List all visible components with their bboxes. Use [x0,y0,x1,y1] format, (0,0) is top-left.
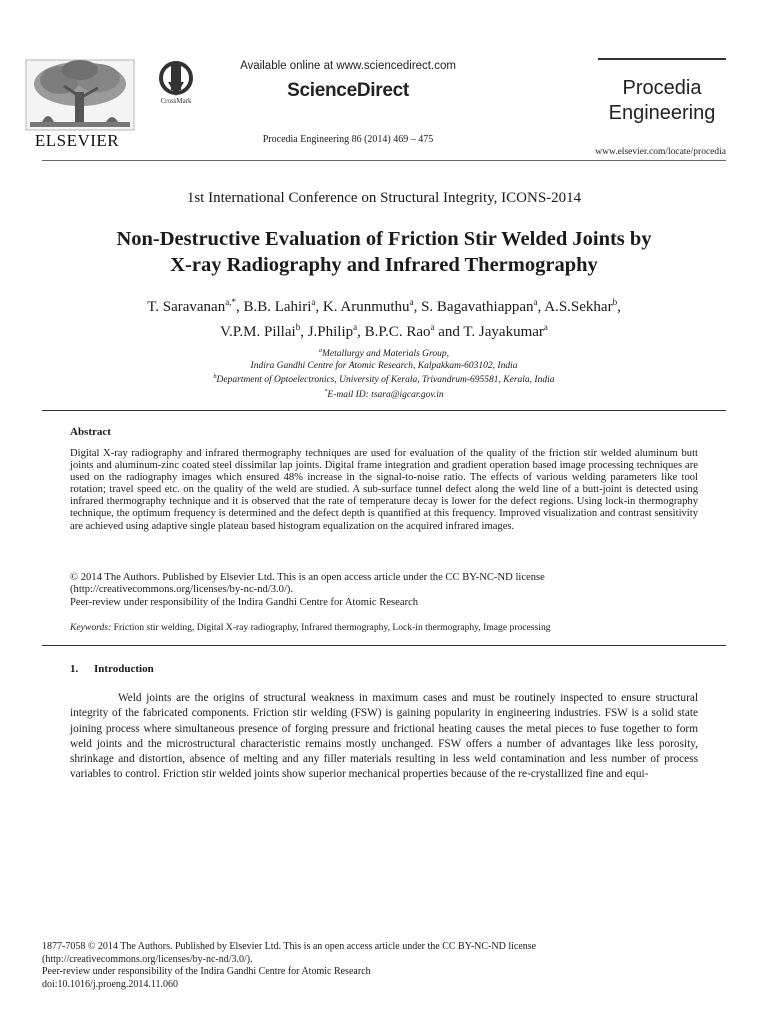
author-name: S. Bagavathiappan [421,299,534,315]
author-name: V.P.M. Pillai [220,324,296,340]
author-line-1: T. Saravanan$^{a,*}$, B.B. Lahiri$^a$, K. Arunmuthu$^a$, S. Bagavathiappan$^a$, A.S.Sekhar$^b$, [147,297,621,315]
journal-reference: Procedia Engineering 86 (2014) 469 – 475 [262,134,434,145]
license-link[interactable]: (http://creativecommons.org/licenses/by-nc-nd/3.0/). [70,584,294,596]
author-list [42,292,726,342]
title-divider [42,410,726,411]
affiliation-text: Indira Gandhi Centre for Atomic Research, Kalpakkam-603102, India [250,360,518,371]
author-affiliation-mark: a [353,322,358,332]
affiliation-mark: * [324,388,328,395]
affiliation-mark: a [318,348,322,354]
affiliation-line [42,387,726,402]
journal-name-line2: Engineering [608,102,716,124]
author-name: B.B. Lahiri [243,299,312,315]
sciencedirect-logo[interactable]: ScienceDirect [287,80,409,101]
author-affiliation-mark: a [311,297,316,307]
section-number: 1. [70,663,79,675]
author-name: K. Arunmuthu [322,299,410,315]
author-affiliation-mark: b [295,322,301,332]
author-affiliation-mark: a [543,322,548,332]
header-divider [42,160,726,161]
article-title [42,226,726,278]
copyright-line: © 2014 The Authors. Published by Elsevier Ltd. This is an open access article under the CC BY-NC-ND license [70,572,545,583]
affiliation-line [42,346,726,361]
section-heading-introduction [70,663,154,675]
section-title: Introduction [94,663,154,675]
footer-doi-link[interactable]: doi:10.1016/j.proeng.2014.11.060 [42,978,179,990]
journal-name-line1: Procedia [622,77,702,99]
abstract-divider [42,645,726,646]
journal-name [598,76,726,126]
article-title-line2: X-ray Radiography and Infrared Thermography [170,254,598,276]
introduction-paragraph: Weld joints are the origins of structural weakness in maximum cases and must be routinely inspected to ensure structural integrity of the fabricated components. Friction stir welding (FSW) is gaining popularity in engineering industries. FSW is a solid state joining process where simultaneous presence of forging pressure and frictional heating causes the metal pieces to fuse together to form weld joints and the microstructural characteristic remains mostly unchanged. FSW offers a number of advantages like less porosity, shrinkage and distortion, absence of melting and any filler materials resulting in less weld contamination and less number of process variables to control. Friction stir welded joints show superior mechanical properties because of the re-crystallized fine and equi- [70,692,698,781]
publisher-name: ELSEVIER [34,131,120,150]
affiliation-line [42,372,726,387]
author-affiliation-mark: a [533,297,538,307]
author-affiliation-mark: a [409,297,414,307]
keywords-label: Keywords: [70,622,112,633]
footer-peer-review: Peer-review under responsibility of the Indira Gandhi Centre for Atomic Research [42,966,371,978]
affiliation-text: E-mail ID: tsara@igcar.gov.in [327,389,444,400]
footer-license-link[interactable]: (http://creativecommons.org/licenses/by-nc-nd/3.0/). [42,953,253,965]
conference-name: 1st International Conference on Structural Integrity, ICONS-2014 [186,190,582,206]
author-affiliation-mark: a,* [225,297,236,307]
author-name: A.S.Sekhar [544,299,613,315]
author-name: B.P.C. Rao [364,324,431,340]
journal-brand-rule [598,58,726,60]
author-name: T. Jayakumar [463,324,544,340]
footer-issn-copyright: 1877-7058 © 2014 The Authors. Published by Elsevier Ltd. This is an open access article under the CC BY-NC-ND license [42,941,537,952]
keywords-list: Friction stir welding, Digital X-ray radiography, Infrared thermography, Lock-in thermography, Image processing [113,622,551,633]
affiliation-text: Metallurgy and Materials Group, [321,349,449,360]
abstract-body: Digital X-ray radiography and infrared thermography techniques are used for evaluation of the quality of the friction stir welded aluminum butt joints and aluminum-zinc coated steel dissimilar lap joints. Digital frame integration and gradient operation based image processing techniques are used on the radiography images which ensured 48% increase in the signal-to-noise ratio. The effects of various welding parameters like tool rotation; travel speed etc. on the quality of the weld are studied. A sub-surface tunnel defect along the weld line of a butt-joint is detected using infrared thermography technique and it is observed that the rate of temperature decay is lower for the defect regions. Using lock-in thermography technique, the optimum frequency is determined and the defect depth is quantified at this frequency. Improved visualization and contrast sensitivity are achieved using adaptive single plateau based histogram equalization on the acquired infrared images. [70,448,698,532]
crossmark-label: CrossMark [160,97,192,105]
affiliations [42,346,726,401]
available-online-text: Available online at www.sciencedirect.com [240,60,456,72]
abstract-copyright [70,572,698,609]
author-affiliation-mark: b [612,297,618,307]
author-name: T. Saravanan [147,299,226,315]
abstract-heading: Abstract [70,426,111,438]
peer-review-line: Peer-review under responsibility of the Indira Gandhi Centre for Atomic Research [70,596,419,608]
author-affiliation-mark: a [430,322,435,332]
author-line-2: V.P.M. Pillai$^b$, J.Philip$^a$, B.P.C. Rao$^a$ and T. Jayakumar$^a$ [220,322,548,340]
page-footer [42,941,726,991]
article-title-line1: Non-Destructive Evaluation of Friction Stir Welded Joints by [116,228,652,250]
affiliation-mark: b [213,374,217,381]
affiliation-text: Department of Optoelectronics, University of Kerala, Trivandrum-695581, Kerala, India [216,375,555,386]
journal-url-link[interactable]: www.elsevier.com/locate/procedia [595,147,726,157]
keywords [70,622,698,633]
author-name: J.Philip [307,324,354,340]
affiliation-line [42,361,726,373]
